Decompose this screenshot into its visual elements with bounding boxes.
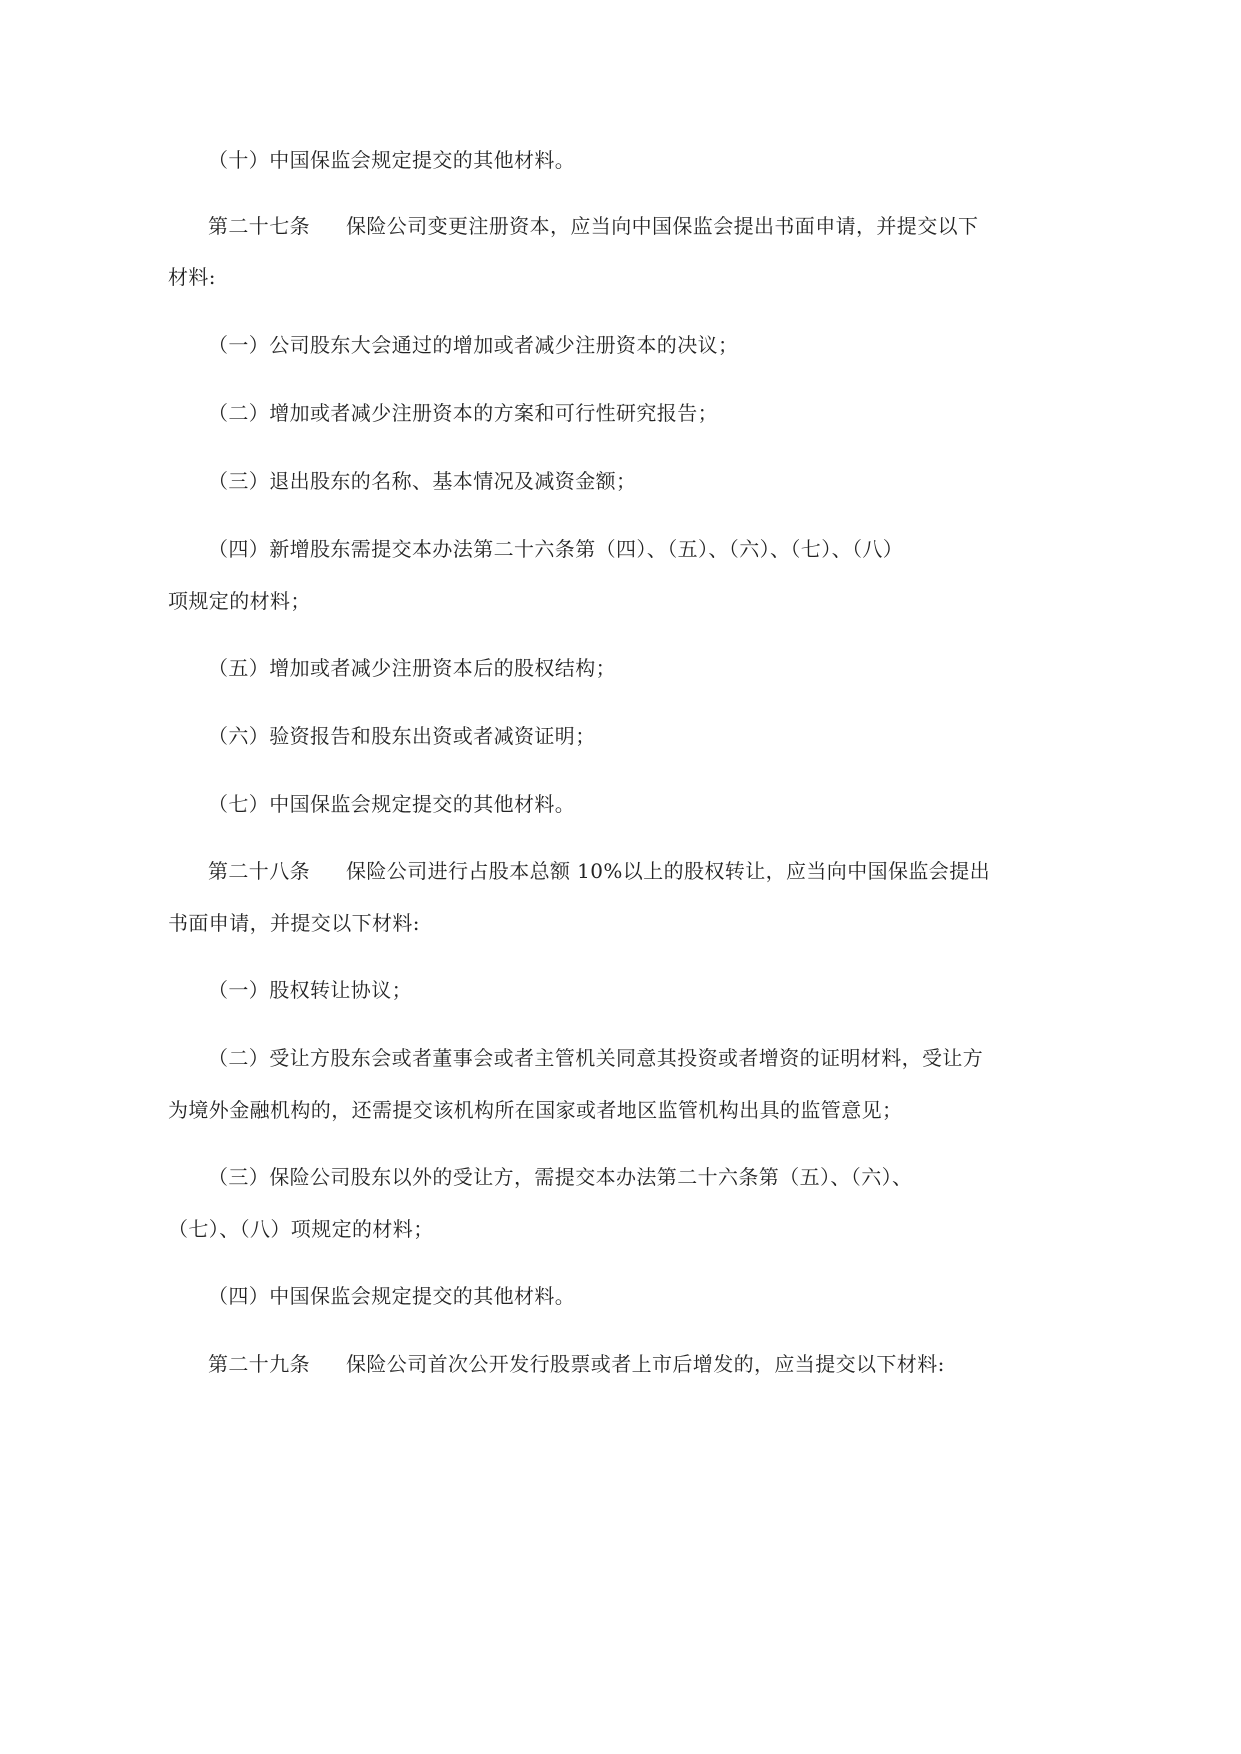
paragraph-line: （三）保险公司股东以外的受让方，需提交本办法第二十六条第（五）、（六）、 xyxy=(208,1165,913,1189)
paragraph-line: （七）、（八）项规定的材料； xyxy=(168,1217,434,1241)
article-number: 第二十九条 xyxy=(208,1352,310,1376)
paragraph-line: （二）增加或者减少注册资本的方案和可行性研究报告； xyxy=(208,401,718,425)
article-line xyxy=(208,857,990,885)
paragraph-line: （四）中国保监会规定提交的其他材料。 xyxy=(208,1284,576,1308)
paragraph-line: 项规定的材料； xyxy=(168,589,311,613)
paragraph-line: （七）中国保监会规定提交的其他材料。 xyxy=(208,792,576,816)
paragraph-line: （三）退出股东的名称、基本情况及减资金额； xyxy=(208,469,637,493)
paragraph-line: 书面申请，并提交以下材料: xyxy=(168,911,420,935)
paragraph-line: 为境外金融机构的，还需提交该机构所在国家或者地区监管机构出具的监管意见； xyxy=(168,1098,903,1122)
article-number: 第二十七条 xyxy=(208,214,310,238)
paragraph-line: （一）公司股东大会通过的增加或者减少注册资本的决议； xyxy=(208,333,739,357)
paragraph-line: 保险公司首次公开发行股票或者上市后增发的，应当提交以下材料: xyxy=(346,1352,945,1376)
paragraph-line: 材料: xyxy=(168,265,216,289)
paragraph-line: （五）增加或者减少注册资本后的股权结构； xyxy=(208,656,616,680)
article-line xyxy=(208,1350,945,1378)
paragraph-line: （一）股权转让协议； xyxy=(208,978,412,1002)
paragraph-line: （二）受让方股东会或者董事会或者主管机关同意其投资或者增资的证明材料，受让方 xyxy=(208,1046,984,1070)
article-number: 第二十八条 xyxy=(208,859,310,883)
paragraph-line: （六）验资报告和股东出资或者减资证明； xyxy=(208,724,596,748)
paragraph-line: 保险公司进行占股本总额 10%以上的股权转让，应当向中国保监会提出 xyxy=(346,859,991,883)
paragraph-line: （十）中国保监会规定提交的其他材料。 xyxy=(208,148,576,172)
paragraph-line: 保险公司变更注册资本，应当向中国保监会提出书面申请，并提交以下 xyxy=(346,214,979,238)
article-line xyxy=(208,212,978,240)
paragraph-line: （四）新增股东需提交本办法第二十六条第（四）、（五）、（六）、（七）、（八） xyxy=(208,537,904,561)
